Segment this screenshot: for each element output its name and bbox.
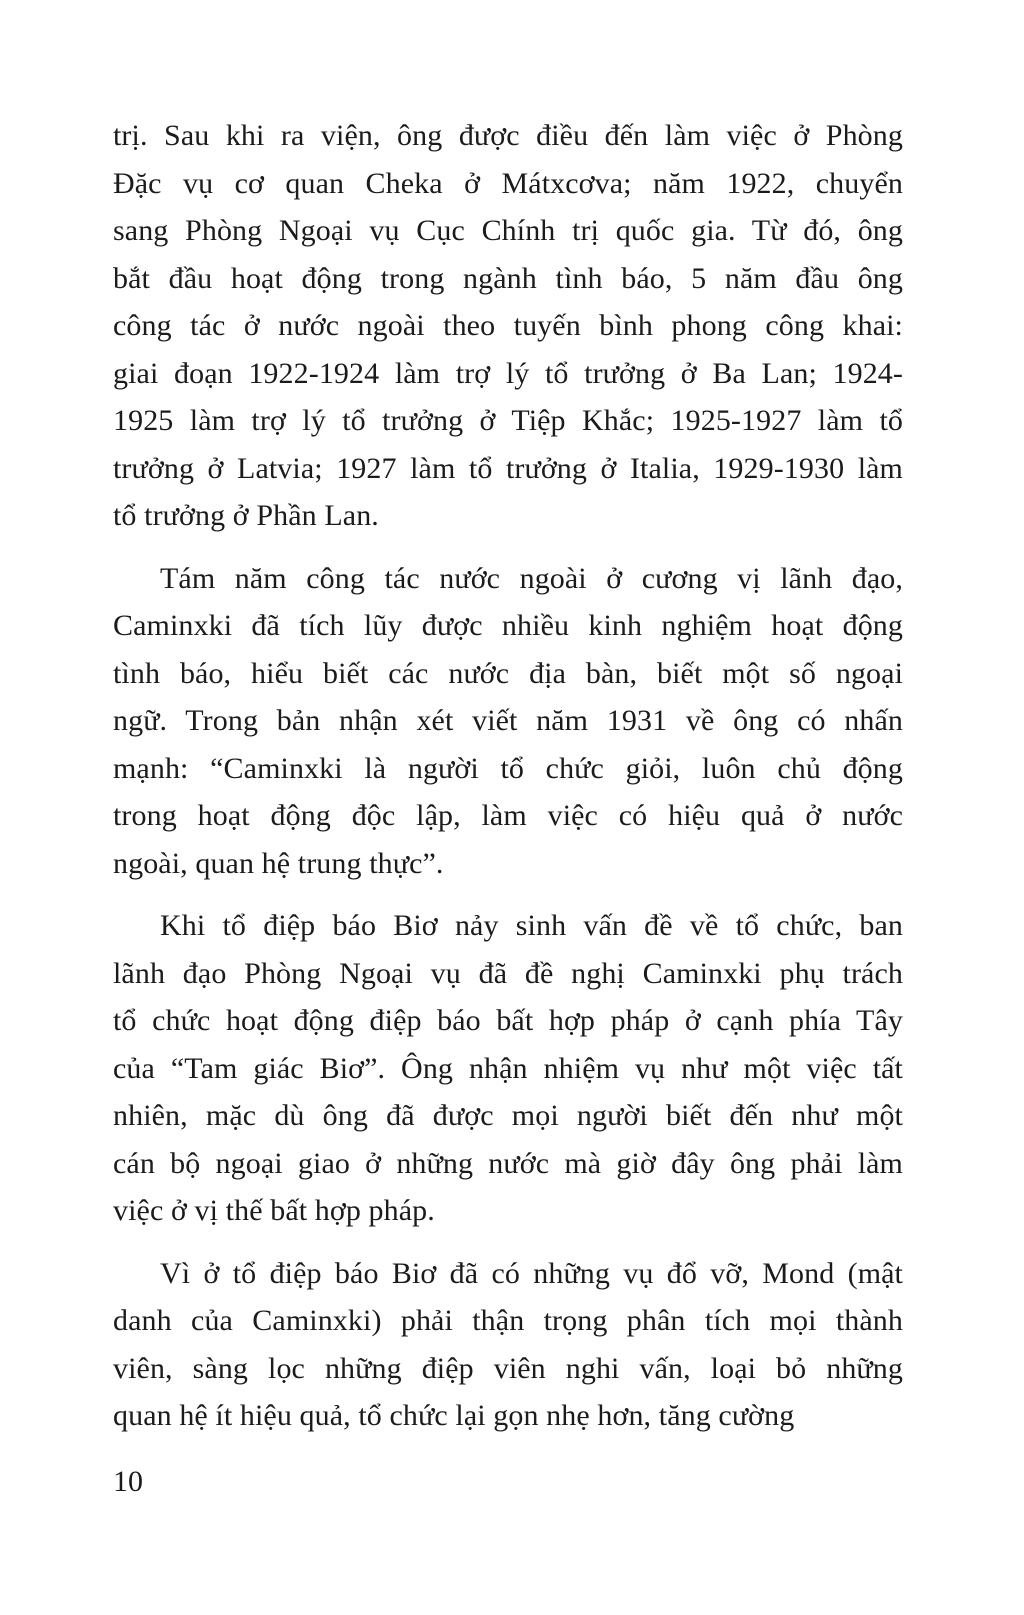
text-line: ngoài, quan hệ trung thực”. [113,846,444,880]
text-line: cán bộ ngoại giao ở những nước mà giờ đây ông phải làm [113,1146,903,1180]
text-line: tình báo, hiểu biết các nước địa bàn, biết một số ngoại [113,656,903,690]
text-line: nhiên, mặc dù ông đã được mọi người biết đến như một [113,1099,903,1132]
text-line: của “Tam giác Biơ”. Ông nhận nhiệm vụ như một việc tất [113,1051,903,1085]
text-line: trị. Sau khi ra viện, ông được điều đến làm việc ở Phòng [113,119,903,152]
text-line: Khi tổ điệp báo Biơ nảy sinh vấn đề về tổ chức, ban [160,909,903,942]
text-line: trưởng ở Latvia; 1927 làm tổ trưởng ở Italia, 1929-1930 làm [113,451,903,485]
text-line: tổ trưởng ở Phần Lan. [113,499,379,532]
text-line: tổ chức hoạt động điệp báo bất hợp pháp ở cạnh phía Tây [113,1004,903,1037]
text-line: 1925 làm trợ lý tổ trưởng ở Tiệp Khắc; 1925-1927 làm tổ [113,404,903,437]
page-number: 10 [113,1465,143,1498]
paragraph [113,112,903,540]
text-line: Đặc vụ cơ quan Cheka ở Mátxcơva; năm 1922, chuyển [113,166,903,200]
text-line: lãnh đạo Phòng Ngoại vụ đã đề nghị Caminxki phụ trách [113,956,903,990]
text-line: công tác ở nước ngoài theo tuyến bình phong công khai: [113,309,903,342]
text-line: sang Phòng Ngoại vụ Cục Chính trị quốc gia. Từ đó, ông [113,214,903,247]
text-line: bắt đầu hoạt động trong ngành tình báo, 5 năm đầu ông [113,261,903,295]
text-line: Caminxki đã tích lũy được nhiều kinh nghiệm hoạt động [113,609,903,642]
text-line: Vì ở tổ điệp báo Biơ đã có những vụ đổ vỡ, Mond (mật [160,1256,903,1290]
text-line: mạnh: “Caminxki là người tổ chức giỏi, luôn chủ động [113,751,903,785]
text-line: Tám năm công tác nước ngoài ở cương vị lãnh đạo, [160,561,903,595]
text-line: giai đoạn 1922-1924 làm trợ lý tổ trưởng ở Ba Lan; 1924- [113,356,903,390]
text-line: viên, sàng lọc những điệp viên nghi vấn, loại bỏ những [113,1351,903,1385]
paragraph [113,555,903,888]
text-line: việc ở vị thế bất hợp pháp. [113,1194,435,1227]
page-text [113,112,903,1455]
text-line: ngữ. Trong bản nhận xét viết năm 1931 về ông có nhấn [113,704,903,737]
paragraph [113,1250,903,1440]
paragraph [113,902,903,1235]
text-line: trong hoạt động độc lập, làm việc có hiệu quả ở nước [113,799,903,832]
text-line: danh của Caminxki) phải thận trọng phân tích mọi thành [113,1304,903,1337]
text-line: quan hệ ít hiệu quả, tổ chức lại gọn nhẹ hơn, tăng cường [113,1399,795,1432]
